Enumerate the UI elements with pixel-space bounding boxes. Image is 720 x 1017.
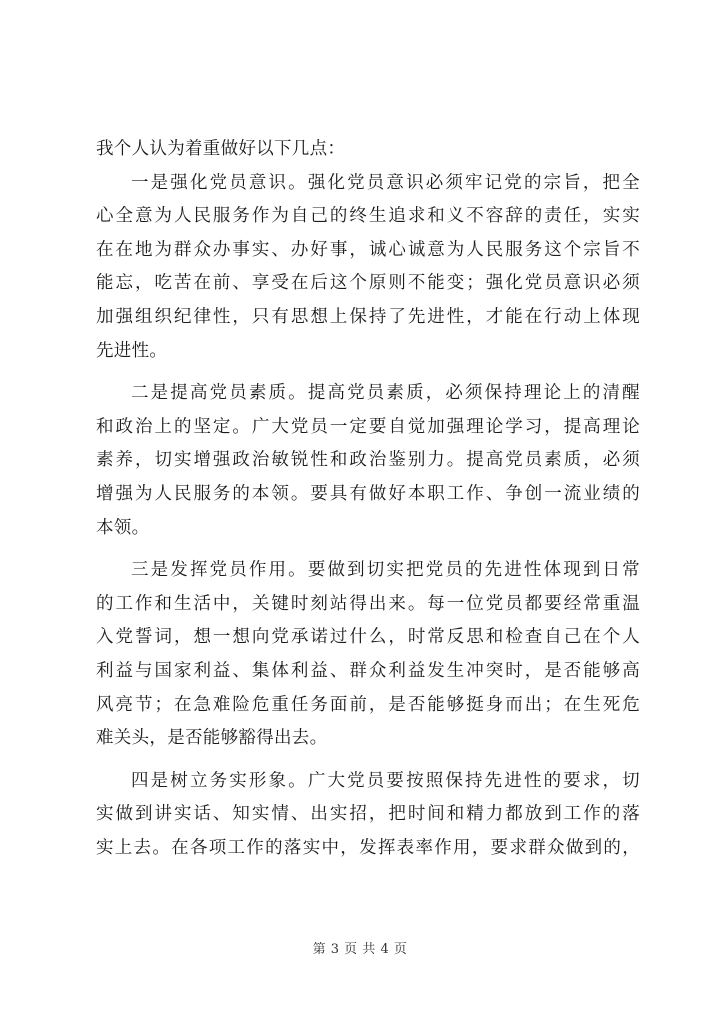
paragraph-line: 的工作和生活中，关键时刻站得出来。每一位党员都要经常重温: [96, 593, 640, 614]
document-body: [96, 133, 640, 865]
paragraph-line: 四是树立务实形象。广大党员要按照保持先进性的要求，切: [131, 770, 640, 791]
paragraph-line: 入党誓词，想一想向党承诺过什么，时常反思和检查自己在个人: [96, 627, 640, 648]
paragraph-line: 本领。: [96, 517, 150, 538]
paragraph-3: [96, 554, 640, 756]
paragraph-gap: [96, 756, 640, 765]
paragraph-line: 利益与国家利益、集体利益、群众利益发生冲突时，是否能够高: [96, 660, 640, 681]
page-number-footer: 第 3 页 共 4 页: [312, 942, 408, 957]
paragraph-4: [96, 765, 640, 866]
paragraph-line: 素养，切实增强政治敏锐性和政治鉴别力。提高党员素质，必须: [96, 450, 640, 471]
paragraph-line: 风亮节；在急难险危重任务面前，是否能够挺身而出；在生死危: [96, 694, 640, 715]
paragraph-line: 和政治上的坚定。广大党员一定要自觉加强理论学习，提高理论: [96, 416, 640, 437]
paragraph-line: 心全意为人民服务作为自己的终生追求和义不容辞的责任，实实: [96, 206, 640, 227]
paragraph-line: 在在地为群众办事实、办好事，诚心诚意为人民服务这个宗旨不: [96, 239, 640, 260]
paragraph-line: 加强组织纪律性，只有思想上保持了先进性，才能在行动上体现: [96, 306, 640, 327]
paragraph-line: 增强为人民服务的本领。要具有做好本职工作、争创一流业绩的: [96, 483, 640, 504]
paragraph-line: 二是提高党员素质。提高党员素质，必须保持理论上的清醒: [131, 383, 640, 404]
paragraph-2: [96, 377, 640, 545]
paragraph-line: 实上去。在各项工作的落实中，发挥表率作用，要求群众做到的，: [96, 837, 640, 858]
paragraph-1: [96, 167, 640, 369]
intro-line: 我个人认为着重做好以下几点：: [96, 139, 346, 159]
paragraph-line: 难关头，是否能够豁得出去。: [96, 728, 328, 749]
paragraph-line: 三是发挥党员作用。要做到切实把党员的先进性体现到日常: [131, 560, 640, 581]
paragraph-gap: [96, 368, 640, 377]
paragraph-line: 先进性。: [96, 340, 168, 361]
paragraph-line: 能忘，吃苦在前、享受在后这个原则不能变；强化党员意识必须: [96, 273, 640, 294]
paragraph-gap: [96, 545, 640, 554]
paragraph-line: 一是强化党员意识。强化党员意识必须牢记党的宗旨，把全: [131, 172, 640, 193]
paragraph-line: 实做到讲实话、知实情、出实招，把时间和精力都放到工作的落: [96, 804, 640, 825]
